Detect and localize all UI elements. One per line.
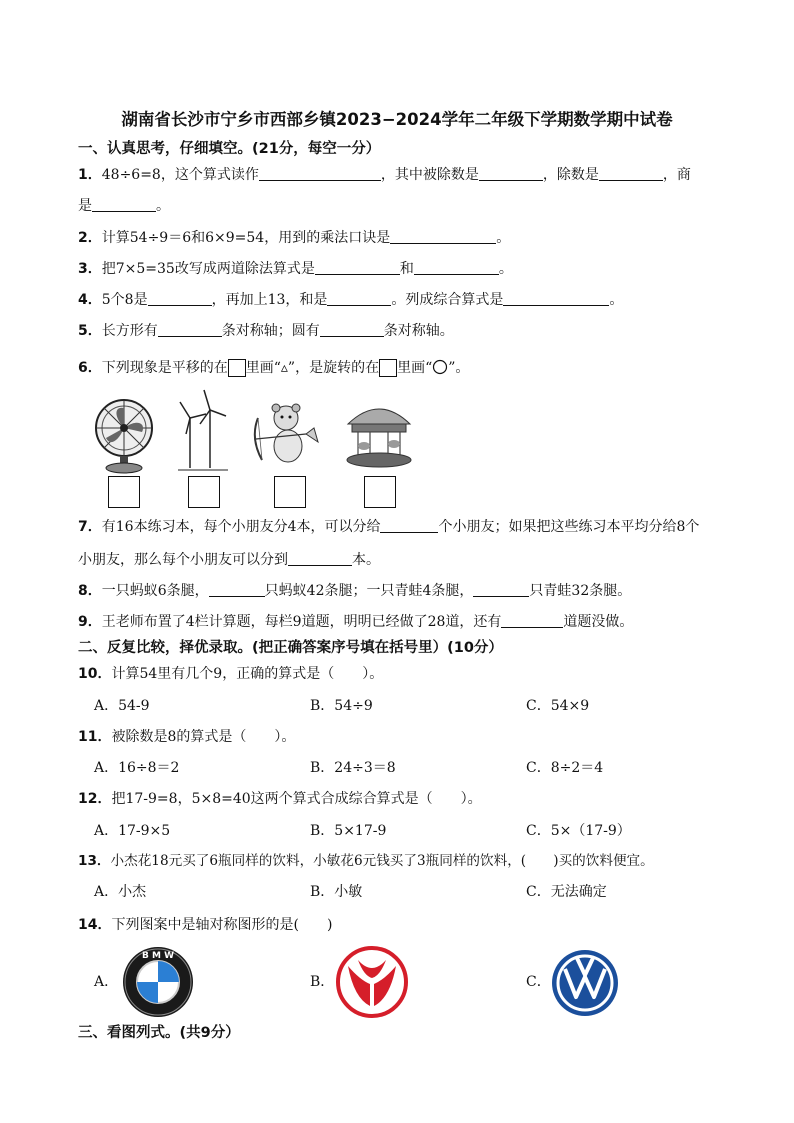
question-1-cont: 是 。 — [78, 198, 170, 214]
question-13: 13．小杰花18元买了6瓶同样的饮料，小敏花6元钱买了3瓶同样的饮料，( )买的饮料便宜。 — [78, 853, 654, 869]
answer-blank[interactable] — [209, 582, 265, 597]
exam-title: 湖南省长沙市宁乡市西部乡镇2023−2024学年二年级下学期数学期中试卷 — [121, 110, 673, 129]
option-b[interactable]: B．24÷3＝8 — [310, 760, 396, 776]
section-1-heading: 一、认真思考，仔细填空。(21分，每空一分） — [78, 141, 381, 157]
option-b[interactable]: B．54÷9 — [310, 698, 373, 714]
question-10: 10．计算54里有几个9，正确的算式是（ ）。 — [78, 666, 384, 682]
electric-fan-picture — [92, 396, 156, 476]
option-c[interactable]: C．54×9 — [526, 698, 590, 714]
answer-blank[interactable] — [148, 291, 212, 306]
answer-blank[interactable] — [259, 166, 381, 181]
question-2: 2．计算54÷9＝6和6×9=54，用到的乘法口诀是 。 — [78, 230, 511, 246]
answer-blank[interactable] — [380, 518, 438, 533]
question-12: 12．把17-9=8，5×8=40这两个算式合成综合算式是（ ）。 — [78, 791, 482, 807]
answer-box-3[interactable] — [274, 476, 306, 508]
volkswagen-logo-icon — [551, 949, 619, 1017]
question-7: 7．有16本练习本，每个小朋友分4本，可以分给 个小朋友；如果把这些练习本平均分给8个 — [78, 519, 700, 535]
question-6: 6．下列现象是平移的在 里画“▵”，是旋转的在 里画“ ”。 — [78, 360, 470, 376]
option-a[interactable]: A．54-9 — [94, 698, 150, 714]
question-4: 4．5个8是 ，再加上13，和是 。列成综合算式是 。 — [78, 292, 624, 308]
question-3: 3．把7×5=35改写成两道除法算式是 和 。 — [78, 261, 513, 277]
section-2-heading: 二、反复比较，择优录取。(把正确答案序号填在括号里）(10分） — [78, 640, 503, 656]
circle-icon — [432, 359, 448, 375]
bear-archer-picture — [248, 398, 324, 470]
answer-blank[interactable] — [501, 613, 563, 628]
answer-blank[interactable] — [390, 229, 496, 244]
bmw-logo-icon — [122, 946, 194, 1018]
answer-blank[interactable] — [158, 322, 222, 337]
question-11: 11．被除数是8的算式是（ ）。 — [78, 729, 296, 745]
carousel-picture — [344, 398, 414, 470]
answer-blank[interactable] — [503, 291, 609, 306]
option-a[interactable]: A．17-9×5 — [94, 823, 171, 839]
question-7-cont: 小朋友，那么每个小朋友可以分到 本。 — [78, 552, 380, 568]
windmills-picture — [176, 388, 230, 476]
answer-blank[interactable] — [327, 291, 391, 306]
option-c[interactable]: C．8÷2＝4 — [526, 760, 604, 776]
question-8: 8．一只蚂蚁6条腿， 只蚂蚁42条腿；一只青蛙4条腿， 只青蛙32条腿。 — [78, 583, 632, 599]
dongfeng-logo-icon — [336, 946, 408, 1018]
answer-blank[interactable] — [288, 551, 352, 566]
answer-blank[interactable] — [414, 260, 499, 275]
answer-box-1[interactable] — [108, 476, 140, 508]
option-c[interactable]: C．5×（17-9） — [526, 823, 631, 839]
option-b[interactable]: B． — [310, 974, 335, 990]
answer-box-4[interactable] — [364, 476, 396, 508]
svg-text:B M W: B M W — [141, 951, 175, 961]
option-c[interactable]: C． — [526, 974, 551, 990]
answer-blank[interactable] — [92, 197, 156, 212]
small-box — [379, 359, 397, 377]
answer-blank[interactable] — [320, 322, 384, 337]
option-a[interactable]: A．16÷8＝2 — [94, 760, 180, 776]
small-box — [228, 359, 246, 377]
section-3-heading: 三、看图列式。(共9分） — [78, 1025, 240, 1041]
option-c[interactable]: C．无法确定 — [526, 884, 607, 900]
option-a[interactable]: A． — [94, 974, 119, 990]
option-a[interactable]: A．小杰 — [94, 884, 147, 900]
answer-box-2[interactable] — [188, 476, 220, 508]
question-5: 5．长方形有 条对称轴；圆有 条对称轴。 — [78, 323, 454, 339]
option-b[interactable]: B．小敏 — [310, 884, 363, 900]
answer-blank[interactable] — [479, 166, 543, 181]
question-1: 1．48÷6=8，这个算式读作 ，其中被除数是 ，除数是 ，商 — [78, 167, 691, 183]
answer-blank[interactable] — [599, 166, 663, 181]
option-b[interactable]: B．5×17-9 — [310, 823, 387, 839]
answer-blank[interactable] — [473, 582, 529, 597]
question-9: 9．王老师布置了4栏计算题，每栏9道题，明明已经做了28道，还有 道题没做。 — [78, 614, 634, 630]
answer-blank[interactable] — [315, 260, 400, 275]
question-14: 14．下列图案中是轴对称图形的是( ) — [78, 917, 333, 933]
